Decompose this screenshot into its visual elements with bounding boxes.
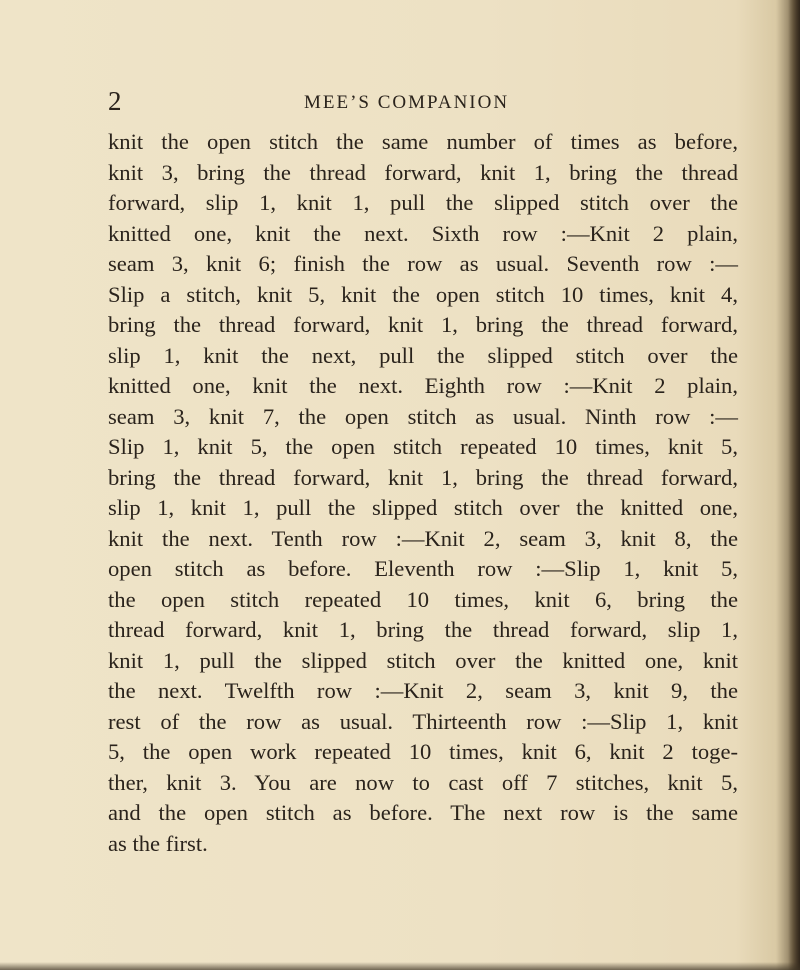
text-line: slip 1, knit the next, pull the slipped stitch over the: [108, 342, 738, 368]
text-line: open stitch as before. Eleventh row :—Slip 1, knit 5,: [108, 556, 738, 581]
text-line: the open stitch repeated 10 times, knit 6, bring the: [108, 586, 738, 612]
text-line: knit the open stitch the same number of times as before,: [108, 129, 738, 154]
text-line: seam 3, knit 6; finish the row as usual. Seventh row :—: [108, 251, 738, 276]
text-line: bring the thread forward, knit 1, bring the thread forward,: [108, 464, 738, 490]
page-edge-shadow: [788, 0, 800, 970]
text-line: forward, slip 1, knit 1, pull the slipped stitch over the: [108, 190, 738, 215]
text-line: knit 3, bring the thread forward, knit 1, bring the thread: [108, 159, 738, 185]
text-line: ther, knit 3. You are now to cast off 7 stitches, knit 5,: [108, 769, 738, 795]
text-line: knit 1, pull the slipped stitch over the knitted one, knit: [108, 647, 738, 673]
text-line: rest of the row as usual. Thirteenth row :—Slip 1, knit: [108, 708, 738, 734]
text-line: bring the thread forward, knit 1, bring the thread forward,: [108, 312, 738, 337]
page-number: 2: [108, 86, 122, 116]
page-header: [108, 88, 738, 118]
body-text: [108, 127, 738, 859]
text-line: thread forward, knit 1, bring the thread forward, slip 1,: [108, 617, 738, 642]
text-line: and the open stitch as before. The next row is the same: [108, 800, 738, 825]
text-line: seam 3, knit 7, the open stitch as usual. Ninth row :—: [108, 403, 738, 429]
text-line: Slip a stitch, knit 5, knit the open stitch 10 times, knit 4,: [108, 281, 738, 307]
text-line: slip 1, knit 1, pull the slipped stitch over the knitted one,: [108, 495, 738, 520]
page-bottom-shadow: [0, 962, 800, 970]
running-head: MEE’S COMPANION: [304, 92, 510, 113]
text-line: as the first.: [108, 830, 208, 856]
text-line: knitted one, knit the next. Sixth row :—Knit 2 plain,: [108, 220, 738, 246]
text-line: knitted one, knit the next. Eighth row :—Knit 2 plain,: [108, 373, 738, 398]
text-line: the next. Twelfth row :—Knit 2, seam 3, knit 9, the: [108, 678, 738, 703]
text-line: 5, the open work repeated 10 times, knit 6, knit 2 toge-: [108, 739, 738, 764]
text-line: knit the next. Tenth row :—Knit 2, seam 3, knit 8, the: [108, 525, 738, 551]
text-line: Slip 1, knit 5, the open stitch repeated 10 times, knit 5,: [108, 434, 738, 459]
